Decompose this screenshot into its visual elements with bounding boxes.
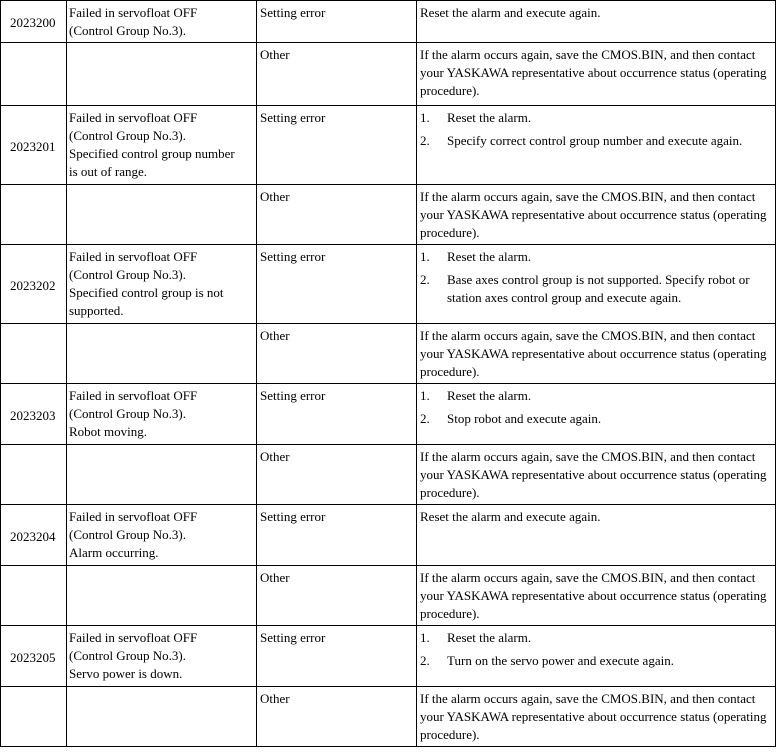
remedy-step [420,132,772,150]
alarm-cause: Setting error [257,505,417,566]
alarm-remedy: Reset the alarm and execute again. [417,505,776,566]
alarm-description [67,245,257,324]
alarm-description [67,185,257,245]
description-line: Servo power is down. [69,666,183,681]
table-row [1,43,776,106]
description-line: Failed in servofloat OFF [69,630,198,645]
remedy-steps [420,109,772,150]
alarm-description [67,324,257,384]
remedy-steps [420,629,772,670]
description-line: Failed in servofloat OFF [69,249,198,264]
step-number: 2. [420,411,430,426]
table-row [1,185,776,245]
alarm-cause: Other [257,445,417,505]
alarm-cause: Other [257,43,417,106]
alarm-code: 2023202 [1,245,67,324]
alarm-description [67,445,257,505]
alarm-remedy: If the alarm occurs again, save the CMOS.BIN, and then contact your YASKAWA representative about occurrence status (operating procedure). [417,566,776,626]
alarm-cause: Other [257,324,417,384]
remedy-steps [420,248,772,307]
alarm-description [67,43,257,106]
alarm-code [1,687,67,747]
table-row [1,505,776,566]
alarm-code [1,43,67,106]
alarm-remedy: If the alarm occurs again, save the CMOS.BIN, and then contact your YASKAWA representative about occurrence status (operating procedure). [417,445,776,505]
description-line: (Control Group No.3). [69,527,186,542]
description-line: Specified control group is not [69,285,224,300]
alarm-cause: Other [257,566,417,626]
alarm-remedy: If the alarm occurs again, save the CMOS.BIN, and then contact your YASKAWA representative about occurrence status (operating procedure). [417,324,776,384]
remedy-step [420,652,772,670]
step-text: Reset the alarm. [447,388,532,403]
remedy-step [420,248,772,266]
alarm-cause: Setting error [257,384,417,445]
alarm-code: 2023203 [1,384,67,445]
step-number: 1. [420,249,430,264]
description-line: (Control Group No.3). [69,128,186,143]
description-line: Alarm occurring. [69,545,159,560]
alarm-remedy [417,106,776,185]
alarm-cause: Setting error [257,626,417,687]
alarm-code [1,566,67,626]
table-row [1,566,776,626]
description-line: Specified control group number [69,146,235,161]
alarm-remedy [417,245,776,324]
alarm-cause: Setting error [257,245,417,324]
step-text: Specify correct control group number and execute again. [447,133,743,148]
alarm-remedy: Reset the alarm and execute again. [417,1,776,43]
description-line: (Control Group No.3). [69,406,186,421]
alarm-description [67,106,257,185]
step-number: 2. [420,653,430,668]
table-row [1,445,776,505]
step-number: 1. [420,388,430,403]
table-row [1,1,776,43]
table-row [1,626,776,687]
step-text: Stop robot and execute again. [447,411,602,426]
alarm-cause: Setting error [257,106,417,185]
alarm-code [1,185,67,245]
remedy-step [420,410,772,428]
description-line: (Control Group No.3). [69,267,186,282]
alarm-remedy: If the alarm occurs again, save the CMOS.BIN, and then contact your YASKAWA representative about occurrence status (operating procedure). [417,687,776,747]
step-number: 1. [420,110,430,125]
alarm-description [67,566,257,626]
remedy-step [420,271,772,307]
alarm-cause: Setting error [257,1,417,43]
step-number: 2. [420,272,430,287]
alarm-remedy [417,384,776,445]
alarm-cause: Other [257,185,417,245]
alarm-code: 2023201 [1,106,67,185]
table-row [1,384,776,445]
step-text: Reset the alarm. [447,630,532,645]
description-line: Failed in servofloat OFF [69,509,198,524]
description-line: supported. [69,303,124,318]
table-row [1,245,776,324]
step-text: Reset the alarm. [447,249,532,264]
remedy-steps [420,387,772,428]
alarm-description [67,687,257,747]
alarm-code [1,324,67,384]
step-text: Reset the alarm. [447,110,532,125]
description-line: is out of range. [69,164,147,179]
step-text: Turn on the servo power and execute again. [447,653,674,668]
alarm-table-body [1,1,776,747]
table-row [1,106,776,185]
description-line: Failed in servofloat OFF [69,5,198,20]
table-row [1,324,776,384]
alarm-remedy: If the alarm occurs again, save the CMOS.BIN, and then contact your YASKAWA representative about occurrence status (operating procedure). [417,185,776,245]
alarm-code: 2023204 [1,505,67,566]
alarm-remedy [417,626,776,687]
remedy-step [420,629,772,647]
alarm-code: 2023205 [1,626,67,687]
remedy-step [420,109,772,127]
description-line: (Control Group No.3). [69,648,186,663]
remedy-step [420,387,772,405]
alarm-description [67,1,257,43]
description-line: (Control Group No.3). [69,23,186,38]
alarm-description [67,384,257,445]
alarm-cause: Other [257,687,417,747]
step-number: 1. [420,630,430,645]
step-number: 2. [420,133,430,148]
step-text: Base axes control group is not supported. Specify robot or station axes control group and execute again. [447,272,750,305]
description-line: Robot moving. [69,424,148,439]
alarm-description [67,505,257,566]
alarm-remedy: If the alarm occurs again, save the CMOS.BIN, and then contact your YASKAWA representative about occurrence status (operating procedure). [417,43,776,106]
alarm-code: 2023200 [1,1,67,43]
alarm-description [67,626,257,687]
table-row [1,687,776,747]
description-line: Failed in servofloat OFF [69,110,198,125]
description-line: Failed in servofloat OFF [69,388,198,403]
alarm-code [1,445,67,505]
